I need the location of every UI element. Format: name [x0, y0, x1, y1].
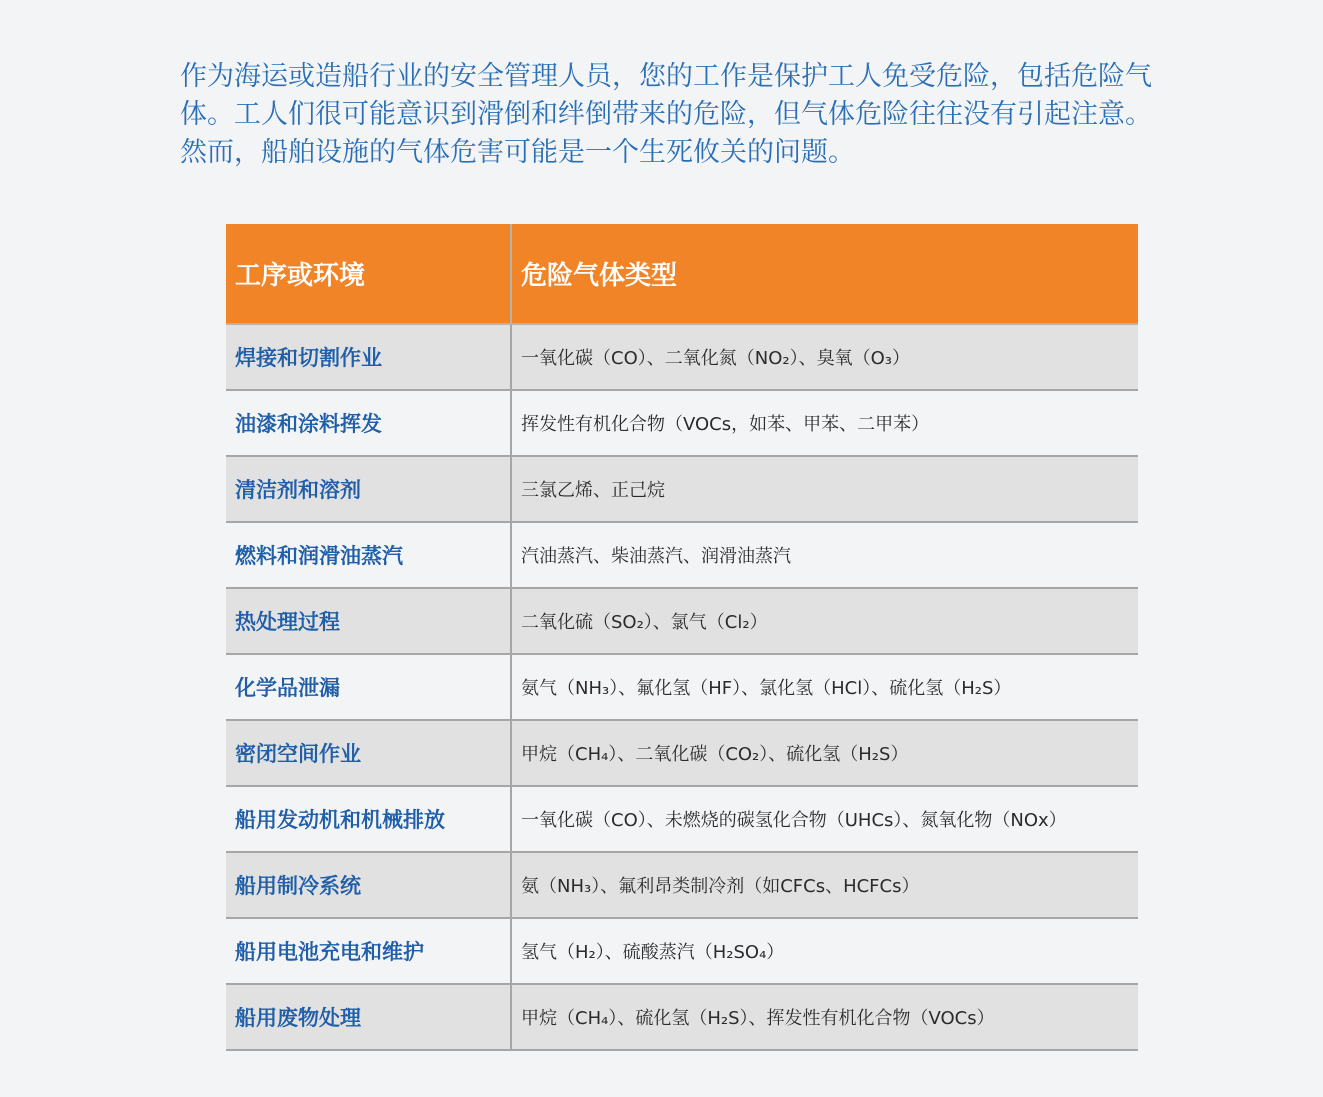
process-cell: 油漆和涂料挥发	[226, 390, 511, 456]
gas-cell: 三氯乙烯、正己烷	[511, 456, 1138, 522]
gas-cell: 二氧化硫（SO₂）、氯气（Cl₂）	[511, 588, 1138, 654]
table-row	[226, 918, 1138, 984]
process-cell: 清洁剂和溶剂	[226, 456, 511, 522]
hazardous-gas-table	[226, 224, 1138, 1051]
gas-cell: 氨气（NH₃）、氟化氢（HF）、氯化氢（HCl）、硫化氢（H₂S）	[511, 654, 1138, 720]
process-cell: 船用发动机和机械排放	[226, 786, 511, 852]
intro-paragraph: 作为海运或造船行业的安全管理人员，您的工作是保护工人免受危险，包括危险气体。工人们很可能意识到滑倒和绊倒带来的危险，但气体危险往往没有引起注意。然而，船舶设施的气体危害可能是一个生死攸关的问题。	[180, 61, 1152, 168]
table-row	[226, 522, 1138, 588]
table-row	[226, 786, 1138, 852]
process-cell: 船用废物处理	[226, 984, 511, 1050]
gas-cell: 氢气（H₂）、硫酸蒸汽（H₂SO₄）	[511, 918, 1138, 984]
process-cell: 燃料和润滑油蒸汽	[226, 522, 511, 588]
gas-cell: 一氧化碳（CO）、二氧化氮（NO₂）、臭氧（O₃）	[511, 324, 1138, 390]
process-cell: 热处理过程	[226, 588, 511, 654]
table-header-row	[226, 224, 1138, 324]
table-row	[226, 324, 1138, 390]
gas-cell: 挥发性有机化合物（VOCs，如苯、甲苯、二甲苯）	[511, 390, 1138, 456]
process-cell: 船用制冷系统	[226, 852, 511, 918]
table-row	[226, 456, 1138, 522]
table-row	[226, 390, 1138, 456]
gas-cell: 汽油蒸汽、柴油蒸汽、润滑油蒸汽	[511, 522, 1138, 588]
table-row	[226, 852, 1138, 918]
process-cell: 化学品泄漏	[226, 654, 511, 720]
process-cell: 焊接和切割作业	[226, 324, 511, 390]
table-row	[226, 588, 1138, 654]
header-process: 工序或环境	[226, 224, 511, 324]
table-row	[226, 984, 1138, 1050]
gas-cell: 氨（NH₃）、氟利昂类制冷剂（如CFCs、HCFCs）	[511, 852, 1138, 918]
gas-cell: 甲烷（CH₄）、二氧化碳（CO₂）、硫化氢（H₂S）	[511, 720, 1138, 786]
table-row	[226, 654, 1138, 720]
process-cell: 船用电池充电和维护	[226, 918, 511, 984]
table-row	[226, 720, 1138, 786]
header-gas-type: 危险气体类型	[511, 224, 1138, 324]
process-cell: 密闭空间作业	[226, 720, 511, 786]
gas-cell: 一氧化碳（CO）、未燃烧的碳氢化合物（UHCs）、氮氧化物（NOx）	[511, 786, 1138, 852]
gas-cell: 甲烷（CH₄）、硫化氢（H₂S）、挥发性有机化合物（VOCs）	[511, 984, 1138, 1050]
